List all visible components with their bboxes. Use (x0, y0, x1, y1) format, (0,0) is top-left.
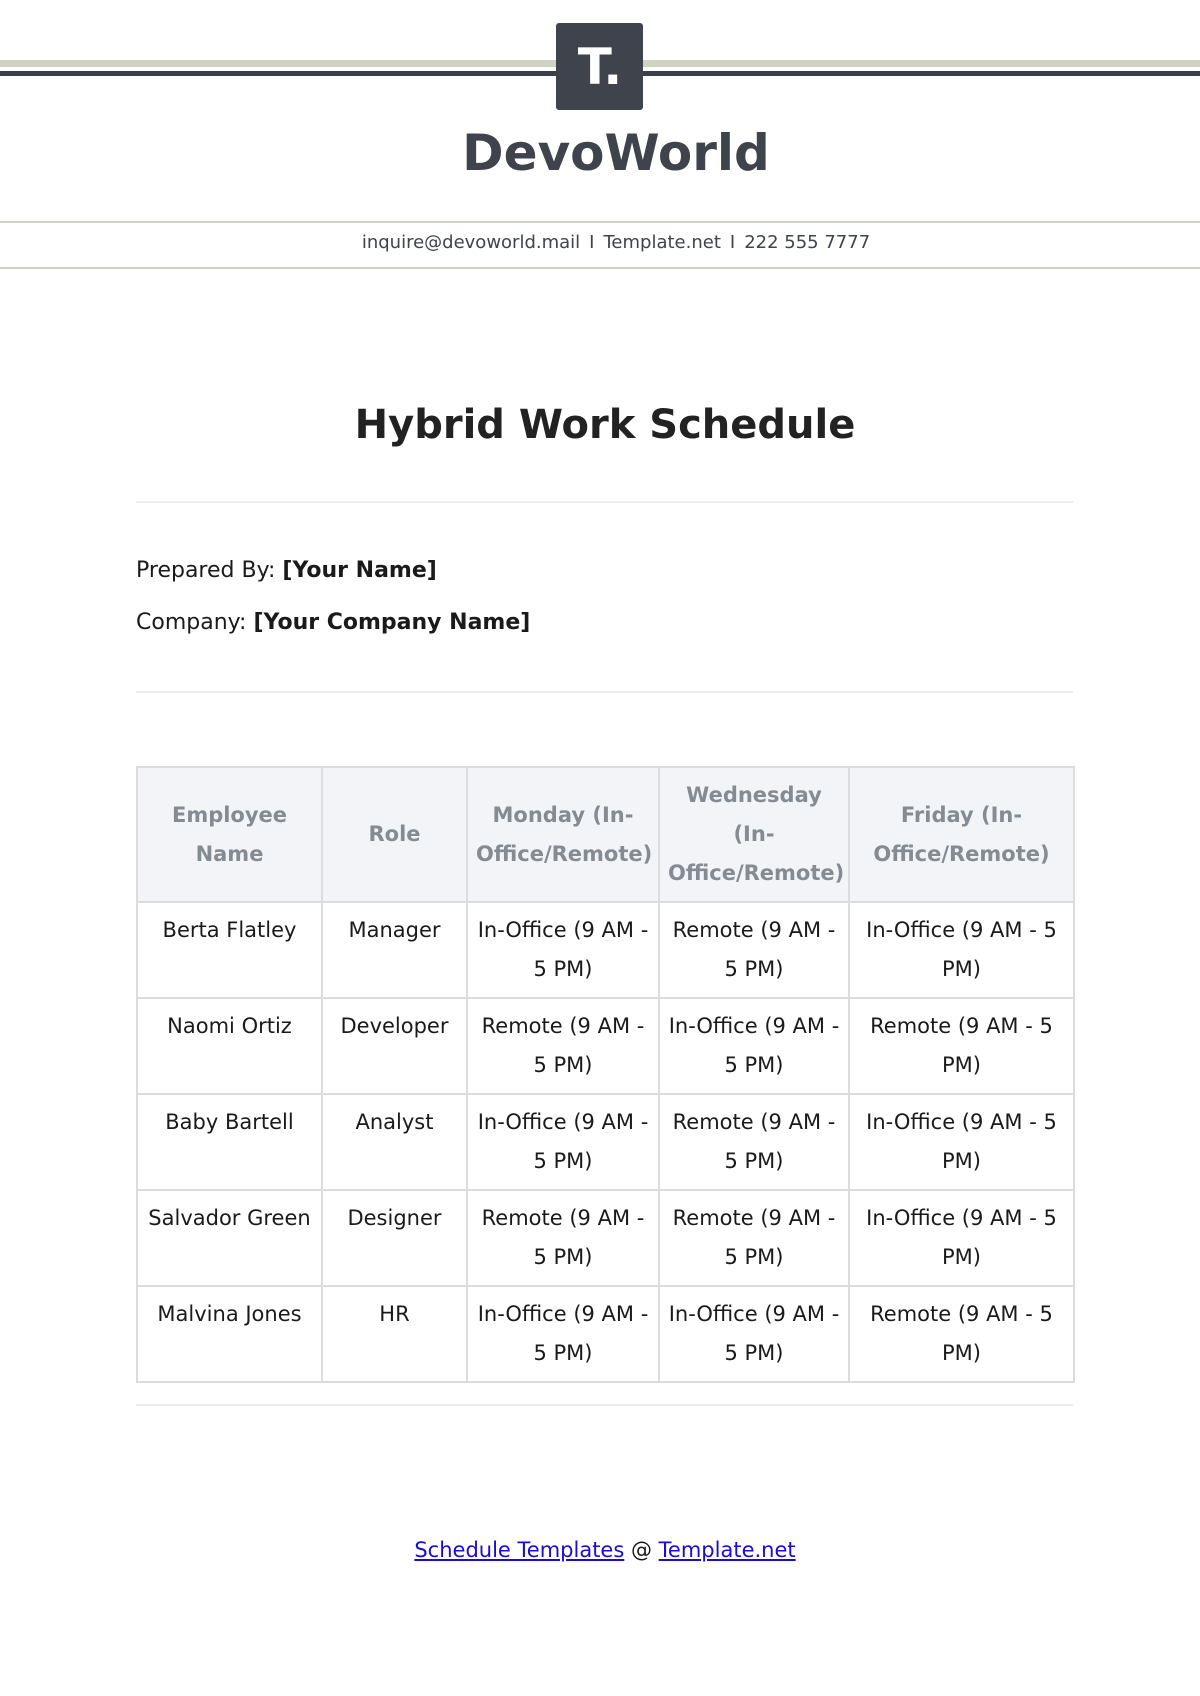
section-divider (136, 1404, 1073, 1406)
column-header-wednesday: Wednesday (In-Office/Remote) (659, 767, 849, 902)
cell-employee-name: Salvador Green (137, 1190, 322, 1286)
cell-wednesday: In-Office (9 AM - 5 PM) (659, 998, 849, 1094)
cell-friday: In-Office (9 AM - 5 PM) (849, 1190, 1074, 1286)
prepared-by-value: [Your Name] (282, 558, 437, 583)
cell-employee-name: Naomi Ortiz (137, 998, 322, 1094)
contact-phone: 222 555 7777 (744, 232, 871, 253)
contact-separator: I (589, 232, 595, 253)
footer-links (0, 1538, 1200, 1562)
cell-role: Manager (322, 902, 467, 998)
contact-bottom-divider (0, 267, 1200, 269)
schedule-table (136, 766, 1075, 1383)
cell-monday: In-Office (9 AM - 5 PM) (467, 1094, 659, 1190)
cell-role: HR (322, 1286, 467, 1382)
table-row (137, 1094, 1074, 1190)
prepared-by-line (136, 558, 437, 583)
footer-at-sign: @ (630, 1538, 652, 1562)
cell-employee-name: Malvina Jones (137, 1286, 322, 1382)
contact-top-divider (0, 221, 1200, 223)
cell-wednesday: Remote (9 AM - 5 PM) (659, 1190, 849, 1286)
column-header-monday: Monday (In-Office/Remote) (467, 767, 659, 902)
cell-role: Analyst (322, 1094, 467, 1190)
brand-name: DevoWorld (462, 124, 770, 182)
contact-email: inquire@devoworld.mail (361, 232, 581, 253)
cell-friday: In-Office (9 AM - 5 PM) (849, 1094, 1074, 1190)
section-divider (136, 691, 1073, 693)
cell-wednesday: Remote (9 AM - 5 PM) (659, 902, 849, 998)
table-row (137, 1190, 1074, 1286)
cell-wednesday: Remote (9 AM - 5 PM) (659, 1094, 849, 1190)
cell-monday: In-Office (9 AM - 5 PM) (467, 1286, 659, 1382)
company-label: Company: (136, 610, 247, 635)
brand-logo (556, 23, 643, 110)
cell-role: Designer (322, 1190, 467, 1286)
cell-employee-name: Berta Flatley (137, 902, 322, 998)
contact-bar (0, 232, 1200, 253)
cell-friday: Remote (9 AM - 5 PM) (849, 1286, 1074, 1382)
column-header-role: Role (322, 767, 467, 902)
cell-role: Developer (322, 998, 467, 1094)
column-header-friday: Friday (In-Office/Remote) (849, 767, 1074, 902)
table-row (137, 1286, 1074, 1382)
company-line (136, 610, 530, 635)
prepared-by-label: Prepared By: (136, 558, 276, 583)
contact-website: Template.net (603, 232, 721, 253)
cell-monday: In-Office (9 AM - 5 PM) (467, 902, 659, 998)
contact-separator: I (729, 232, 736, 253)
template-net-link[interactable]: Template.net (658, 1538, 796, 1562)
column-header-employee-name: Employee Name (137, 767, 322, 902)
company-value: [Your Company Name] (253, 610, 531, 635)
cell-monday: Remote (9 AM - 5 PM) (467, 998, 659, 1094)
cell-monday: Remote (9 AM - 5 PM) (467, 1190, 659, 1286)
table-row (137, 902, 1074, 998)
schedule-templates-link[interactable]: Schedule Templates (414, 1538, 625, 1562)
logo-letter: T. (577, 37, 622, 96)
cell-friday: Remote (9 AM - 5 PM) (849, 998, 1074, 1094)
table-header-row (137, 767, 1074, 902)
section-divider (136, 501, 1073, 503)
cell-wednesday: In-Office (9 AM - 5 PM) (659, 1286, 849, 1382)
table-row (137, 998, 1074, 1094)
cell-friday: In-Office (9 AM - 5 PM) (849, 902, 1074, 998)
page-title: Hybrid Work Schedule (354, 402, 856, 448)
cell-employee-name: Baby Bartell (137, 1094, 322, 1190)
